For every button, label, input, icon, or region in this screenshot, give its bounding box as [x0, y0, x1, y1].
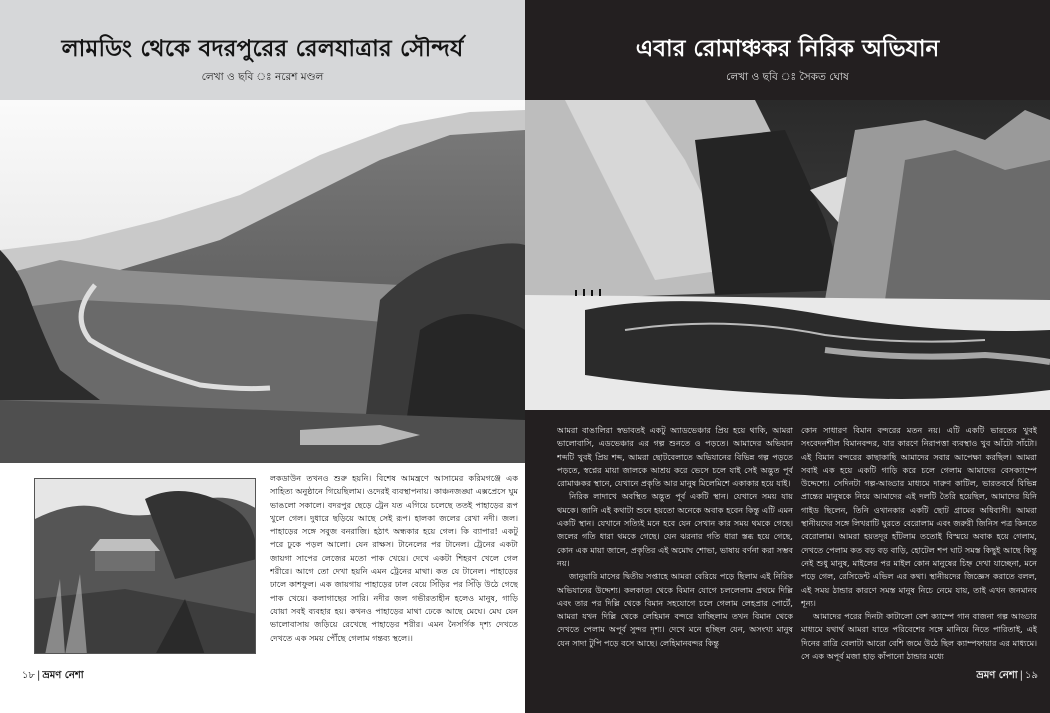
left-article-byline: লেখা ও ছবি ঃ নরেশ মণ্ডল — [201, 71, 324, 83]
right-page-footer — [976, 668, 1038, 685]
footer-separator: | — [1019, 670, 1024, 681]
right-article-body — [525, 410, 1050, 713]
left-page-number: ১৮ — [22, 670, 35, 681]
frozen-river-photo — [525, 100, 1050, 410]
right-article-title: এবার রোমাঞ্চকর নিরিক অভিযান — [635, 35, 940, 62]
canyon-frozen-river-image — [525, 100, 1050, 410]
left-article-body: লকডাউন তখনও শুরু হয়নি। বিশেষ আমন্ত্রণে আসামের করিমগঞ্জে এক সাহিত্য অনুষ্ঠানে গিয়েছিলাম। ওদেরই ব্যবস্থাপনায়। কাঞ্চনজঙ্ঘা এক্সপ্রেসে ঘুম ভাঙলো সকালে। বদরপুর ছেড়ে ট্রেন যত এগিয়ে চলেছে ততই পাহাড়ের রূপ খুলে গেল। দুধারে ছড়িয়ে আছে সেই রূপ। হালকা জলের রেখা নদী। জল। পাহাড়ের সঙ্গে সবুজ বনরাজি। হঠাৎ অন্ধকার হয়ে গেল। কি ব্যাপার! একটু পরে ঢুকে পড়ল আলো। যেন রাক্ষস। টানেলের পর টানেল। ট্রেনের একটা জায়গা সাপের লেজের মতো পাক খেয়ে। দেখে একটা শিহরণ খেলে গেল শরীরে। আগে তো দেখা হয়নি এমন ট্রেনের মাথা। কত যে টানেল। পাহাড়ের ঢালে কাশফুল। এক জায়গায় পাহাড়ের ঢাল বেয়ে সিঁড়ির পর সিঁড়ি উঠে গেছে পাক খেয়ে। কলাগাছের সারি। নদীর জল গভীরতাহীন হলেও মানুষ, গাড়ি যোয়া সবই ব্যবহার হয়। কখনও পাহাড়ের মাথা ঢেকে আছে মেঘে। মেঘ যেন ভালোবাসায় জড়িয়ে রেখেছে পাহাড়ের শরীর। এমন নৈসর্গিক দৃশ্য দেখতে দেখতে এক সময় পৌঁছে গেলাম গন্তব্য স্থলে।। — [270, 473, 518, 643]
right-magazine-name: ভ্রমণ নেশা — [976, 670, 1018, 681]
right-paragraph: নিরিক লাদাখে অবস্থিত অদ্ভুত পূর্ব একটি স্থান। যেখানে সময় যায় থমকে। জানি এই কথাটা শুনে হয়তো অনেকে অবাক হবেন কিন্তু এটি এমন একটি স্থান। যেখানে সত্যিই মনে হবে যেন সেখান কার সময় থমকে গেছে। জলের গতি ধারা থমকে গেছে। যেন ঝরনার গতি ধারা স্তব্ধ হয়ে গেছে, কোন এক মায়া জালে, প্রকৃতির এই অমোঘ শোভা, ভাষায় বর্ণনা করা সম্ভব নয়। — [557, 491, 793, 568]
right-page — [525, 0, 1050, 713]
right-paragraph: আমরা বাঙালিরা স্বভাবতই একটু অ্যাডভেঞ্চার প্রিয় হয়ে থাকি, আমরা ভালোবাসি, এডভেঞ্চার এর গল্প শুনতে ও পড়তে। আমাদের অভিযান শব্দটি খুবই প্রিয় শব্দ, আমরা ছোটবেলাতে অভিযানের বিভিন্ন গল্প পড়তে পড়তে, স্বপ্নের মায়া জালকে আশ্রয় করে ভেসে চলে যাই সেই অদ্ভুত পূর্ব রোমাঞ্চকর স্থানে, যেখানে প্রকৃতি আর মানুষ মিলেমিশে একাকার হয়ে যাই। — [557, 425, 793, 489]
right-body-column-2 — [801, 424, 1037, 676]
right-article-header — [525, 0, 1050, 100]
right-article-byline: লেখা ও ছবি ঃ সৈকত ঘোষ — [726, 71, 849, 83]
right-page-number: ১৯ — [1025, 670, 1038, 681]
left-article-title: লামডিং থেকে বদরপুরের রেলযাত্রার সৌন্দর্য — [61, 35, 464, 62]
valley-landscape-image — [0, 100, 525, 463]
village-inset-photo — [34, 478, 256, 654]
left-page-footer — [22, 668, 84, 685]
valley-railway-photo — [0, 100, 525, 463]
left-magazine-name: ভ্রমণ নেশা — [42, 670, 84, 681]
right-paragraph: জানুয়ারি মাসের দ্বিতীয় সপ্তাহে আমরা বেরিয়ে পড়ে ছিলাম এই নিরিক অভিযানের উদ্দেশ্য। কলকাতা থেকে বিমান যোগে চললেলাম প্রথমে দিল্লি এবং তার পর দিল্লি থেকে বিমান সহযোগে চলে গেলাম লেহপ্রার পোর্টে, আমরা যখন দিল্লি থেকে লেহিমান বন্দরে যাচ্ছিলাম তখন বিমান থেকে দেখতে পেলাম অপূর্ব সুন্দর দৃশ্য। দেখে মনে হচ্ছিল যেন, অসংখ্য মানুষ যেন সাদা টুপি পড়ে বসে আছে। লেহিমানবন্দর কিন্তু — [557, 571, 793, 648]
footer-separator: | — [36, 670, 41, 681]
left-article-header — [0, 0, 525, 100]
right-body-column-1 — [557, 424, 793, 676]
village-hillside-image — [35, 479, 256, 654]
right-paragraph: আমাদের পরের দিনটা কাটালো বেশ ক্যাম্পে গান বাজনা গল্প আড্ডার মাধ্যমে যথার্থ আমরা যাতে পরিবেশের সঙ্গে মানিয়ে নিতে পারিতাই, এই দিনের রাত্রি বেলাটা আরো বেশি জমে উঠে ছিল ক্যাম্পফায়ার এর মাধ্যমে। সে এক অপূর্ব মজা হাড় কাঁপানো ঠান্ডার মধ্যে — [801, 611, 1037, 662]
right-paragraph: কোন সাধারণ বিমান বন্দরের মতন নয়। এটি একটি ভারতের খুবই সংবেদনশীল বিমানবন্দর, যার কারণে নিরাপত্তা ব্যবস্থাও খুব আঁটো সাঁটো। এই বিমান বন্দরের কাছাকাছি আমাদের সবার আপেক্ষা করছিল। আমরা সবাই এক হয়ে একটি গাড়ি করে চলে গেলাম আমাদের বেসক্যাম্পে উদ্দেশ্যে। সেদিনটা গল্প-আড্ডার মাধ্যমে দারুণ কাটিল, ভারতবর্ষে বিভিন্ন প্রান্তের মানুষকে নিয়ে আমাদের এই দলটি তৈরি হয়েছিল, আমাদের যিনি গাইড ছিলেন, তিনি ওখানকার একটি ছোট গ্রামের অধিবাসী। আমরা স্থানীয়দের সঙ্গে লিখরাটি ঘুরতে বেরোলাম এবং জরুরী জিনিস পত্র কিনতে বেরোলাম। আমরা হয়তদূর হাঁটলাম ততোই বিস্ময়ে অবাক হয়ে গেলাম, দেখতে পেলাম কত বড় বড় বাড়ি, হোটেল শপ ঘাট সমস্ত কিছুই আছে কিন্তু নেই শুধু মানুষ, মাইলের পর মাইল কোন মানুষের চিহ্ন দেখা যাচ্ছেনা, মনে পড়ে গেল, রেসিডেন্ট এভিল এর কথা। স্থানীয়দের জিজ্ঞেস করাতে বলল, এই সময় ঠান্ডার কারণে সমস্ত মানুষ নিচে নেমে যায়, তাই এখন জনমানব শূন্য। — [801, 425, 1037, 608]
